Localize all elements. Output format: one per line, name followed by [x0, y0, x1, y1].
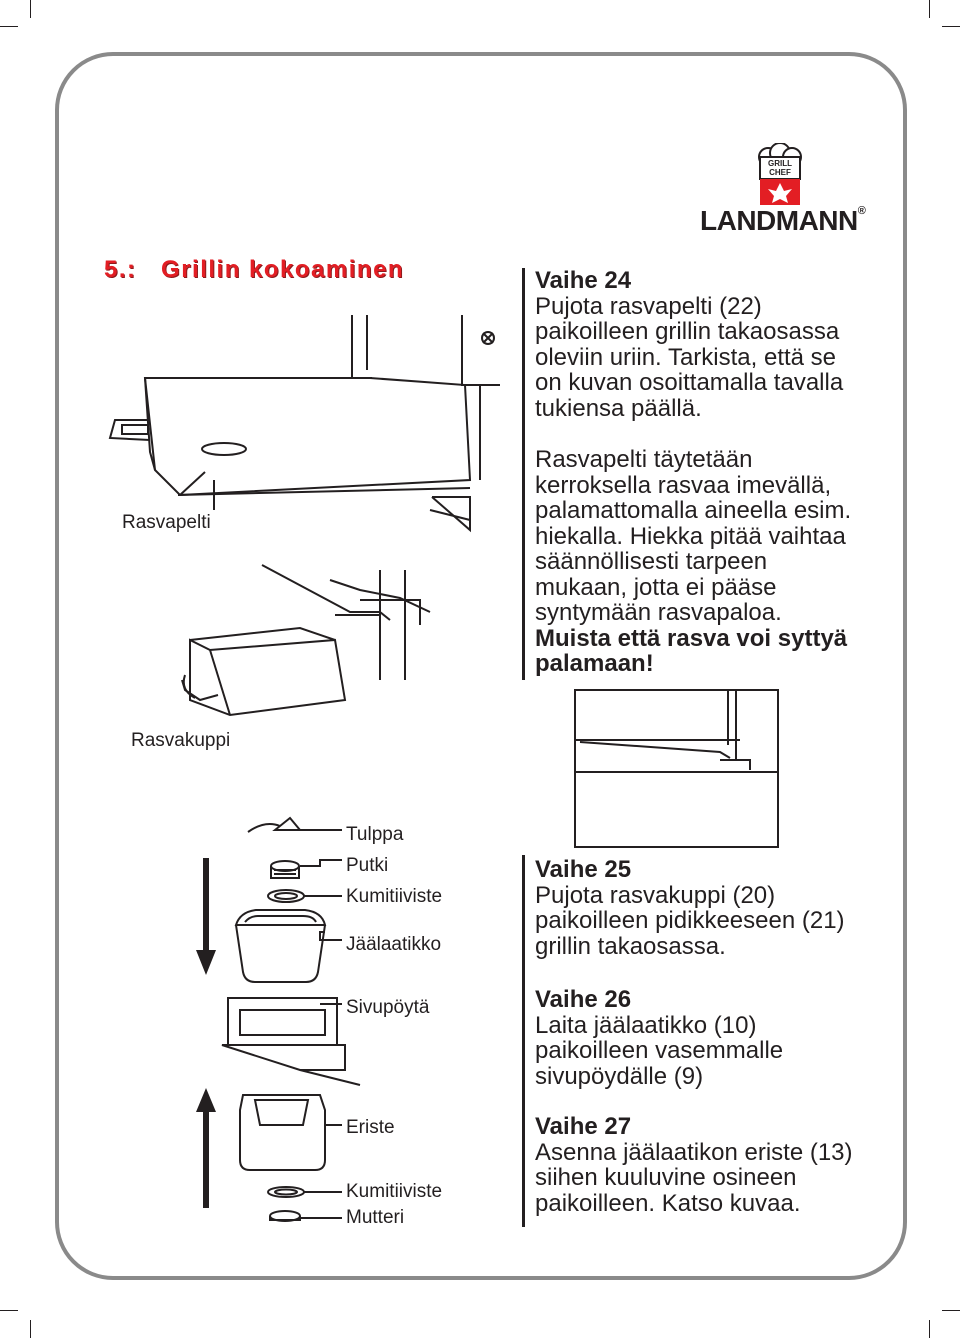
step-25-title: Vaihe 25 — [535, 856, 632, 883]
step-24-warning: Muista että rasva voi syttyä palamaan! — [535, 624, 848, 677]
crop-mark — [30, 0, 31, 18]
brand-name: LANDMANN® — [700, 205, 866, 236]
text-rule-top — [522, 268, 525, 680]
text-rule-bottom — [522, 855, 525, 1227]
step-25 — [535, 857, 855, 959]
step-27 — [535, 1114, 855, 1216]
svg-text:CHEF: CHEF — [769, 168, 791, 177]
label-rasvakuppi: Rasvakuppi — [131, 730, 231, 751]
crop-mark — [929, 0, 930, 18]
step-26-title: Vaihe 26 — [535, 986, 632, 1013]
step-25-body: Pujota rasvakuppi (20) paikoilleen pidikkeeseen (21) grillin takaosassa. — [535, 881, 845, 960]
section-name: Grillin kokoaminen — [161, 256, 405, 283]
grill-chef-badge-icon — [700, 143, 860, 213]
label-jaalaatikko: Jäälaatikko — [346, 934, 442, 955]
label-kumitiiviste-top: Kumitiiviste — [346, 886, 443, 907]
svg-text:GRILL: GRILL — [768, 159, 792, 168]
label-mutteri: Mutteri — [346, 1207, 405, 1228]
label-kumitiiviste-bottom: Kumitiiviste — [346, 1181, 443, 1202]
step-24-title: Vaihe 24 — [535, 267, 632, 294]
label-tulppa: Tulppa — [346, 824, 404, 845]
step-24-body: Pujota rasvapelti (22) paikoilleen grillin takaosassa oleviin uriin. Tarkista, että se on kuvan osoittamalla tavalla tukiensa päällä. — [535, 292, 844, 422]
crop-mark — [942, 26, 960, 27]
section-number: 5.: — [104, 256, 137, 283]
label-eriste: Eriste — [346, 1117, 395, 1138]
step-24-body-2: Rasvapelti täytetään kerroksella rasvaa imevällä, palamattomalla aineella esim. hiekalla. Hiekka pitää vaihtaa säännöllisesti tarpeen mukaan, jotta ei pääse syntymään rasvapaloa. — [535, 446, 852, 626]
crop-mark — [929, 1320, 930, 1338]
label-sivupoyta: Sivupöytä — [346, 997, 430, 1018]
step-26 — [535, 987, 855, 1089]
step-24 — [535, 268, 855, 677]
crop-mark — [30, 1320, 31, 1338]
crop-mark — [0, 1310, 18, 1311]
label-putki: Putki — [346, 855, 389, 876]
step-26-body: Laita jäälaatikko (10) paikoilleen vasemmalle sivupöydälle (9) — [535, 1011, 784, 1090]
crop-mark — [942, 1310, 960, 1311]
landmann-logo — [700, 143, 866, 238]
crop-mark — [0, 26, 18, 27]
section-title — [104, 256, 404, 284]
step-27-title: Vaihe 27 — [535, 1113, 632, 1140]
step-27-body: Asenna jäälaatikon eriste (13) siihen kuuluvine osineen paikoilleen. Katso kuvaa. — [535, 1138, 853, 1217]
label-rasvapelti: Rasvapelti — [122, 512, 211, 533]
